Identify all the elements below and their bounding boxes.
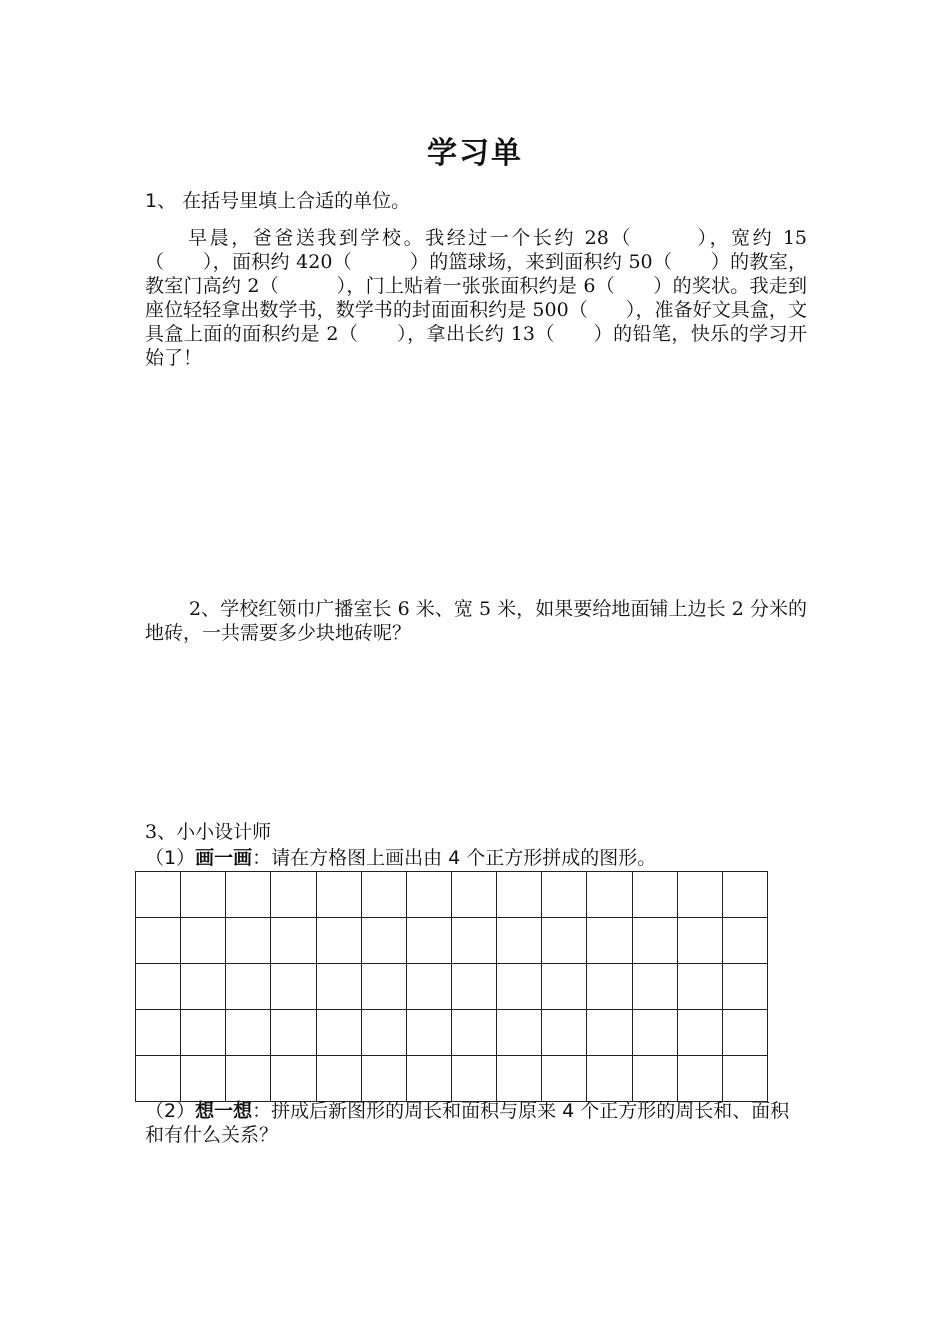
- grid-cell[interactable]: [632, 964, 677, 1010]
- grid-row: [136, 872, 768, 918]
- grid-cell[interactable]: [632, 872, 677, 918]
- grid-cell[interactable]: [451, 1056, 496, 1102]
- question-3-heading: 3、小小设计师: [145, 821, 272, 843]
- grid-cell[interactable]: [271, 1010, 316, 1056]
- grid-cell[interactable]: [632, 1010, 677, 1056]
- part-2-number: （2）: [145, 1100, 196, 1122]
- grid-cell[interactable]: [316, 918, 361, 964]
- question-1-passage: 早晨，爸爸送我到学校。我经过一个长约 28（ ），宽约 15（ ），面积约 420（ ）的篮球场，来到面积约 50（ ）的教室，教室门高约 2（ ），门上贴着一张张面积约是 6（ ）的奖状。我走到座位轻轻拿出数学书，数学书的封面面积约是 500（ ），准备好文具盒，文具盒上面的面积约是 2（ ），拿出长约 13（ ）的铅笔，快乐的学习开始了！: [145, 227, 807, 369]
- grid-cell[interactable]: [406, 918, 451, 964]
- grid-cell[interactable]: [181, 1010, 226, 1056]
- grid-cell[interactable]: [722, 918, 767, 964]
- grid-cell[interactable]: [722, 1010, 767, 1056]
- grid-cell[interactable]: [587, 872, 632, 918]
- grid-cell[interactable]: [722, 1056, 767, 1102]
- grid-cell[interactable]: [361, 1056, 406, 1102]
- grid-cell[interactable]: [451, 964, 496, 1010]
- grid-cell[interactable]: [271, 1056, 316, 1102]
- grid-cell[interactable]: [542, 1056, 587, 1102]
- grid-cell[interactable]: [316, 1056, 361, 1102]
- drawing-grid[interactable]: [135, 871, 768, 1102]
- grid-cell[interactable]: [542, 1010, 587, 1056]
- grid-cell[interactable]: [497, 1010, 542, 1056]
- grid-cell[interactable]: [406, 872, 451, 918]
- grid-cell[interactable]: [587, 1056, 632, 1102]
- grid-cell[interactable]: [406, 1056, 451, 1102]
- grid-cell[interactable]: [226, 872, 271, 918]
- grid-cell[interactable]: [316, 964, 361, 1010]
- grid-cell[interactable]: [451, 872, 496, 918]
- grid-cell[interactable]: [226, 964, 271, 1010]
- grid-cell[interactable]: [406, 964, 451, 1010]
- grid-cell[interactable]: [136, 964, 181, 1010]
- grid-cell[interactable]: [542, 872, 587, 918]
- grid-cell[interactable]: [136, 918, 181, 964]
- page-title: 学习单: [427, 136, 523, 171]
- part-2-question: ：拼成后新图形的周长和面积与原来 4 个正方形的周长和、面积和有什么关系？: [145, 1100, 790, 1146]
- grid-cell[interactable]: [722, 964, 767, 1010]
- grid-cell[interactable]: [451, 1010, 496, 1056]
- grid-cell[interactable]: [632, 1056, 677, 1102]
- grid-cell[interactable]: [451, 918, 496, 964]
- part-1-instruction: ：请在方格图上画出由 4 个正方形拼成的图形。: [252, 847, 657, 869]
- grid-cell[interactable]: [181, 1056, 226, 1102]
- grid-cell[interactable]: [271, 918, 316, 964]
- question-3-part-2: [145, 1099, 807, 1147]
- grid-cell[interactable]: [587, 918, 632, 964]
- grid-cell[interactable]: [406, 1010, 451, 1056]
- grid-cell[interactable]: [542, 918, 587, 964]
- grid-cell[interactable]: [361, 872, 406, 918]
- grid-cell[interactable]: [136, 872, 181, 918]
- grid-row: [136, 1010, 768, 1056]
- grid-cell[interactable]: [542, 964, 587, 1010]
- grid-cell[interactable]: [316, 1010, 361, 1056]
- grid-cell[interactable]: [587, 964, 632, 1010]
- grid-cell[interactable]: [226, 918, 271, 964]
- grid-cell[interactable]: [677, 872, 722, 918]
- grid-cell[interactable]: [677, 964, 722, 1010]
- grid-cell[interactable]: [632, 918, 677, 964]
- part-1-keyword: 画一画: [195, 847, 253, 869]
- grid-cell[interactable]: [497, 1056, 542, 1102]
- grid-cell[interactable]: [722, 872, 767, 918]
- question-2-text: 2、学校红领巾广播室长 6 米、宽 5 米，如果要给地面铺上边长 2 分米的地砖，一共需要多少块地砖呢？: [145, 598, 807, 644]
- question-1-heading: 1、 在括号里填上合适的单位。: [145, 190, 411, 212]
- grid-cell[interactable]: [361, 964, 406, 1010]
- grid-cell[interactable]: [361, 918, 406, 964]
- grid-cell[interactable]: [136, 1010, 181, 1056]
- grid-cell[interactable]: [361, 1010, 406, 1056]
- grid-cell[interactable]: [226, 1010, 271, 1056]
- grid-row: [136, 918, 768, 964]
- question-3-part-1: [145, 846, 656, 870]
- grid-cell[interactable]: [226, 1056, 271, 1102]
- part-1-number: （1）: [145, 847, 196, 869]
- grid-cell[interactable]: [677, 918, 722, 964]
- grid-row: [136, 964, 768, 1010]
- grid-cell[interactable]: [497, 918, 542, 964]
- grid-cell[interactable]: [181, 918, 226, 964]
- grid-cell[interactable]: [181, 872, 226, 918]
- grid-cell[interactable]: [181, 964, 226, 1010]
- grid-cell[interactable]: [587, 1010, 632, 1056]
- grid-cell[interactable]: [677, 1010, 722, 1056]
- grid-cell[interactable]: [497, 872, 542, 918]
- grid-cell[interactable]: [677, 1056, 722, 1102]
- grid-row: [136, 1056, 768, 1102]
- grid-cell[interactable]: [497, 964, 542, 1010]
- grid-cell[interactable]: [316, 872, 361, 918]
- grid-cell[interactable]: [136, 1056, 181, 1102]
- grid-cell[interactable]: [271, 964, 316, 1010]
- grid-cell[interactable]: [271, 872, 316, 918]
- part-2-keyword: 想一想: [195, 1100, 253, 1122]
